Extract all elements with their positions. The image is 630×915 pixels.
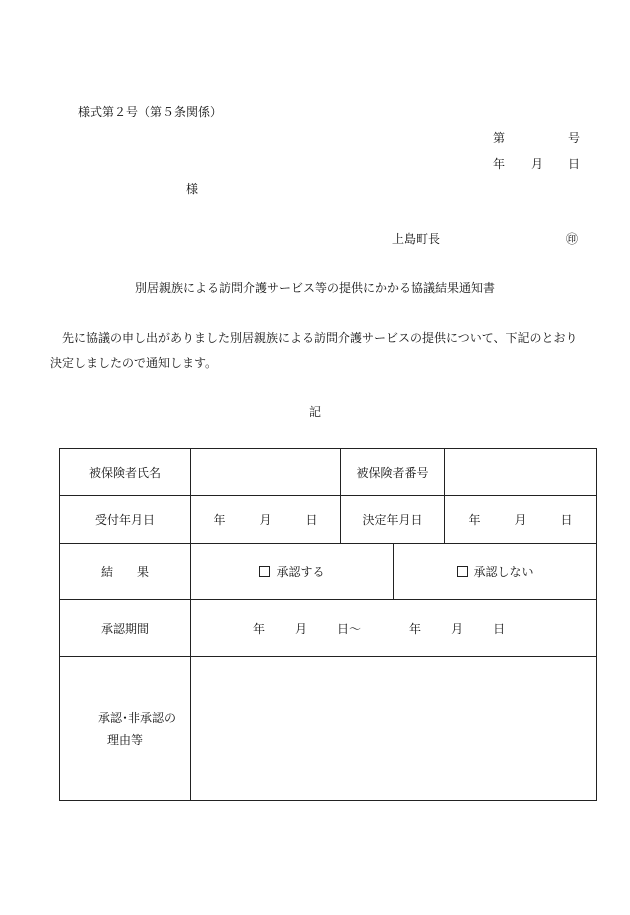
approval-period-label: 承認期間 (60, 600, 191, 657)
period-end-day: 日 (493, 621, 506, 636)
form-number: 様式第２号（第５条関係） (78, 105, 223, 119)
table-row (60, 449, 597, 496)
disapprove-option-label: 承認しない (473, 565, 534, 579)
recipient-honorific: 様 (186, 182, 199, 196)
reason-label-line2: 理由等 (106, 732, 143, 747)
disapprove-checkbox[interactable] (457, 566, 468, 577)
issue-date-year: 年 (493, 157, 506, 171)
approve-checkbox[interactable] (259, 566, 270, 577)
period-start-day-tilde: 日～ (337, 621, 362, 636)
decision-date-day: 日 (560, 513, 573, 527)
received-date-cell[interactable] (191, 496, 341, 544)
issue-date-day: 日 (568, 157, 581, 171)
result-label (60, 544, 191, 600)
received-date-label: 受付年月日 (60, 496, 191, 544)
document-number-prefix: 第 (493, 131, 506, 145)
table-row (60, 600, 597, 657)
approve-option[interactable] (191, 544, 394, 600)
reason-label (60, 657, 191, 801)
notice-body: 先に協議の申し出がありました別居親族による訪問介護サービスの提供について、下記のとおり決定しましたので通知します。 (50, 331, 578, 370)
received-date-day: 日 (305, 513, 318, 527)
table-row (60, 496, 597, 544)
approval-period-cell[interactable] (191, 600, 597, 657)
result-label-part1: 結 (100, 565, 113, 579)
period-end-month: 月 (451, 621, 464, 636)
result-table (59, 448, 597, 801)
issuer-name: 上島町長 (392, 232, 441, 246)
period-start-month: 月 (295, 621, 308, 636)
insured-number-cell[interactable] (445, 449, 597, 496)
document-number-suffix: 号 (568, 131, 581, 145)
issue-date-month: 月 (531, 157, 544, 171)
decision-date-label: 決定年月日 (341, 496, 445, 544)
approve-option-label: 承認する (276, 565, 325, 579)
received-date-month: 月 (259, 513, 272, 527)
period-end-year: 年 (409, 621, 422, 636)
reason-cell[interactable] (191, 657, 597, 801)
reason-label-line1: 承認･非承認の (97, 710, 176, 725)
decision-date-month: 月 (514, 513, 527, 527)
table-row (60, 544, 597, 600)
disapprove-option[interactable] (394, 544, 597, 600)
result-label-part2: 果 (137, 565, 150, 579)
insured-number-label: 被保険者番号 (341, 449, 445, 496)
received-date-year: 年 (213, 513, 226, 527)
insured-name-cell[interactable] (191, 449, 341, 496)
ki-heading: 記 (308, 405, 321, 419)
decision-date-year: 年 (468, 513, 481, 527)
table-row (60, 657, 597, 801)
seal-mark: ㊞ (566, 232, 579, 246)
insured-name-label: 被保険者氏名 (60, 449, 191, 496)
period-start-year: 年 (253, 621, 266, 636)
decision-date-cell[interactable] (445, 496, 597, 544)
document-title: 別居親族による訪問介護サービス等の提供にかかる協議結果通知書 (134, 281, 495, 295)
